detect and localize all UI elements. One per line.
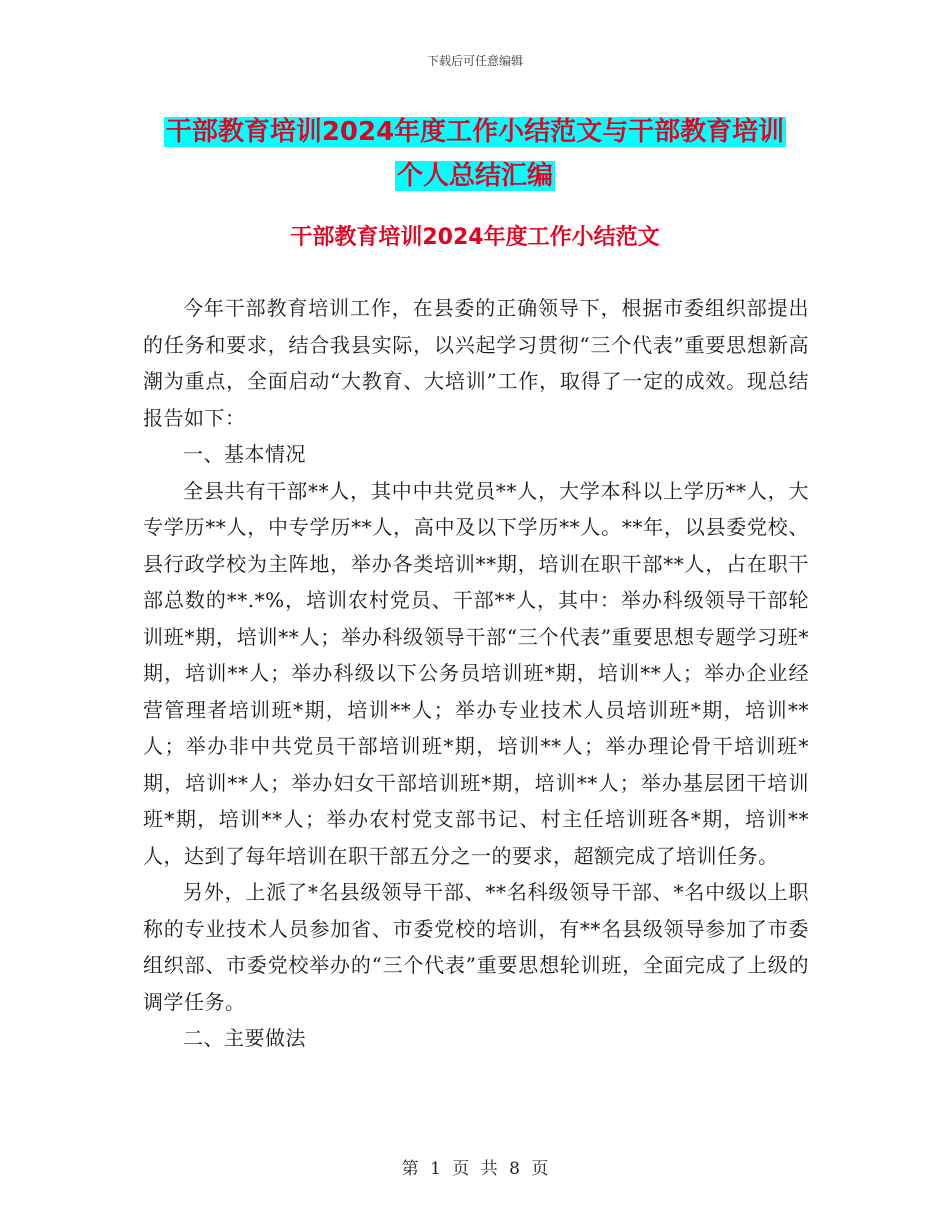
title-line-1: 干部教育培训2024年度工作小结范文与干部教育培训: [165, 117, 785, 147]
document-title: [120, 110, 830, 198]
section-title: 干部教育培训2024年度工作小结范文: [290, 225, 660, 250]
page-footer: 第 1 页 共 8 页: [401, 1159, 549, 1179]
heading-main-practices: 二、主要做法: [183, 1026, 306, 1050]
paragraph-additional: 另外，上派了*名县级领导干部、**名科级领导干部、*名中级以上职称的专业技术人员参加省、市委党校的培训，有**名县级领导参加了市委组织部、市委党校举办的“三个代表”重要思想轮训班，全面完成了上级的调学任务。: [143, 880, 809, 1014]
body-text: [143, 290, 809, 1057]
paragraph-intro: 今年干部教育培训工作，在县委的正确领导下，根据市委组织部提出的任务和要求，结合我县实际，以兴起学习贯彻“三个代表”重要思想新高潮为重点，全面启动“大教育、大培训”工作，取得了一定的成效。现总结报告如下：: [143, 296, 809, 430]
heading-basic-situation: 一、基本情况: [183, 442, 306, 466]
title-line-2: 个人总结汇编: [396, 161, 553, 191]
header-note: 下载后可任意编辑: [426, 54, 523, 68]
paragraph-basic-situation: 全县共有干部**人，其中中共党员**人，大学本科以上学历**人，大专学历**人，中专学历**人，高中及以下学历**人。**年，以县委党校、县行政学校为主阵地，举办各类培训**期，培训在职干部**人，占在职干部总数的**.*%，培训农村党员、干部**人，其中：举办科级领导干部轮训班*期，培训**人；举办科级领导干部“三个代表”重要思想专题学习班*期，培训**人；举办科级以下公务员培训班*期，培训**人；举办企业经营管理者培训班*期，培训**人；举办专业技术人员培训班*期，培训**人；举办非中共党员干部培训班*期，培训**人；举办理论骨干培训班*期，培训**人；举办妇女干部培训班*期，培训**人；举办基层团干培训班*期，培训**人；举办农村党支部书记、村主任培训班各*期，培训**人，达到了每年培训在职干部五分之一的要求，超额完成了培训任务。: [143, 478, 809, 868]
